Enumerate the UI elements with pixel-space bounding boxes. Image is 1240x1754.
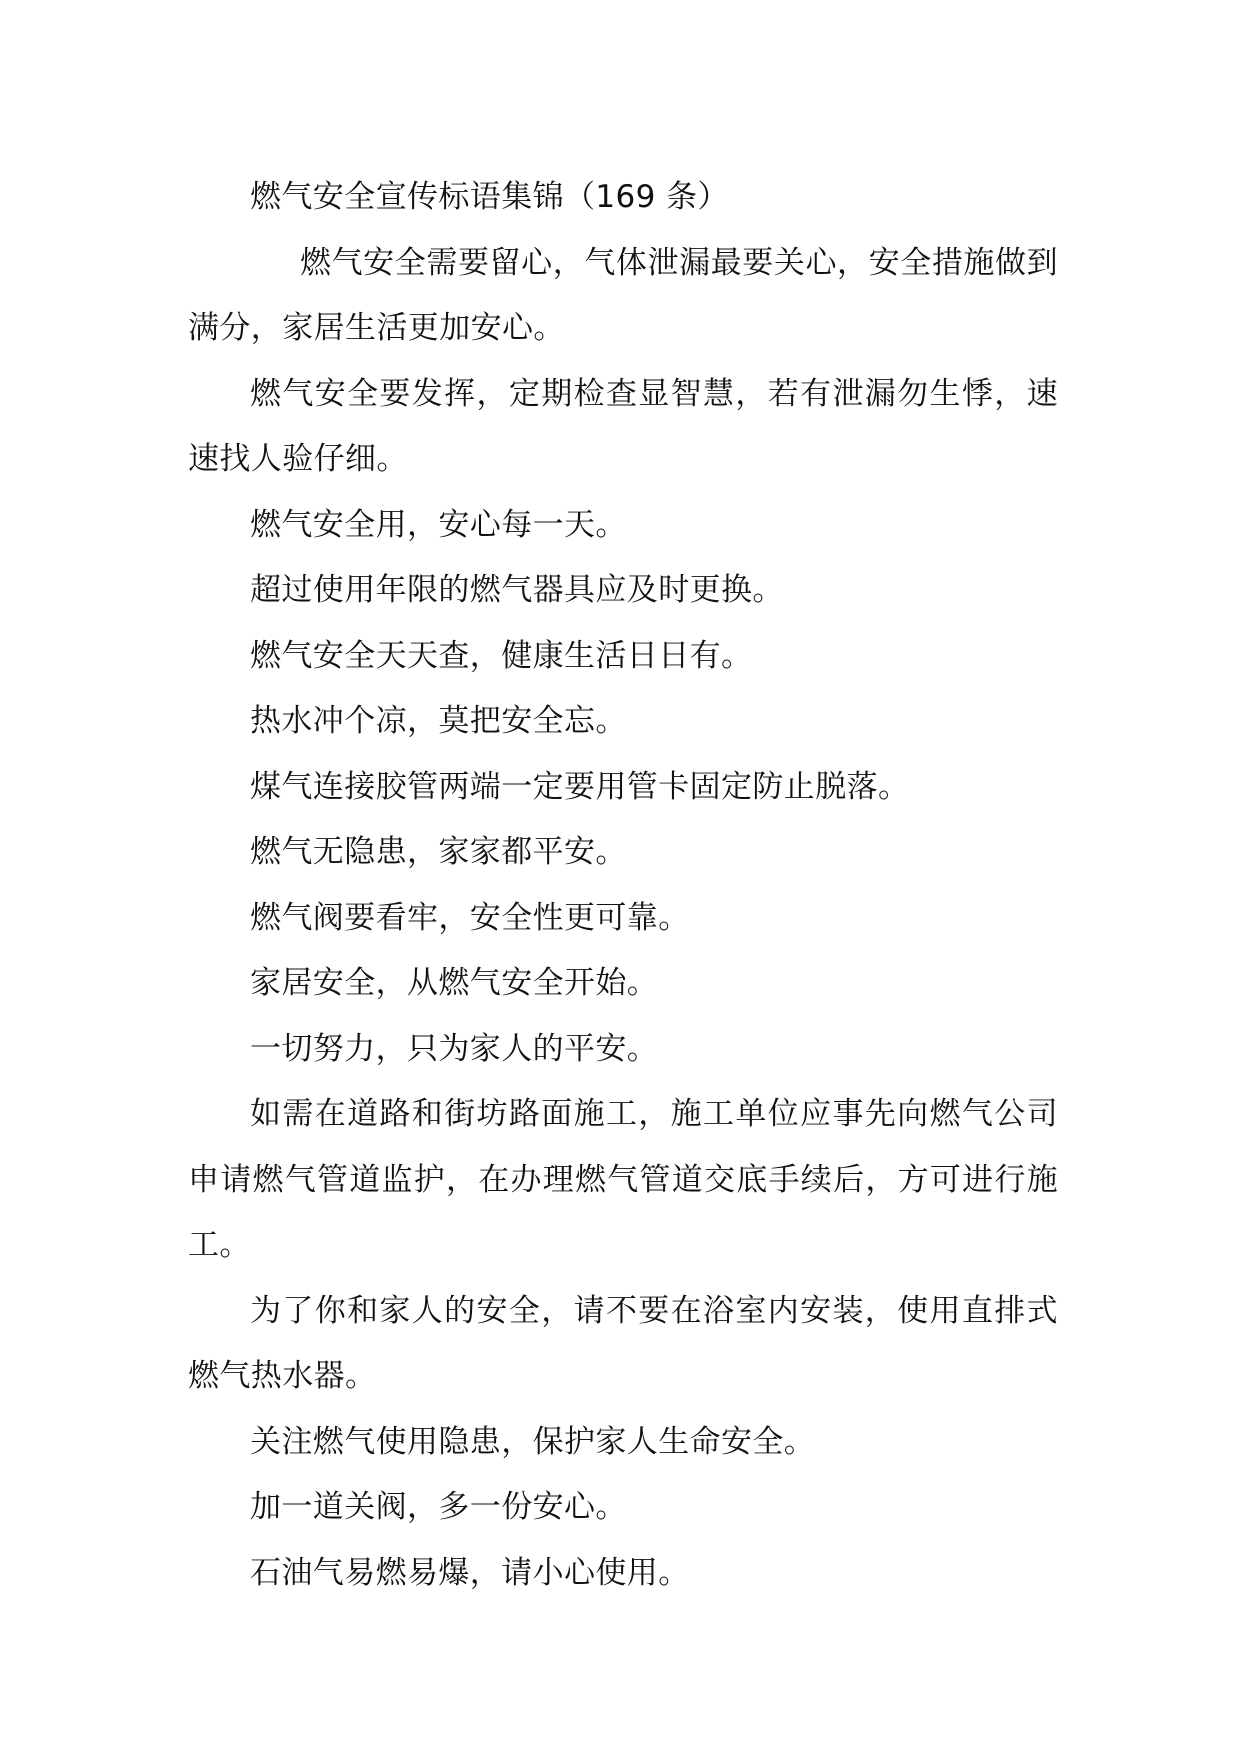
- paragraph: 燃气阀要看牢，安全性更可靠。: [250, 899, 690, 936]
- paragraph: 煤气连接胶管两端一定要用管卡固定防止脱落。: [250, 768, 910, 805]
- paragraph: 家居安全，从燃气安全开始。: [250, 965, 659, 1001]
- document-title: 燃气安全宣传标语集锦（169 条）: [250, 179, 729, 215]
- paragraph: 燃气无隐患，家家都平安。: [250, 834, 627, 870]
- paragraph: 燃气安全用，安心每一天。: [250, 506, 627, 543]
- paragraph: 超过使用年限的燃气器具应及时更换。: [250, 572, 784, 608]
- document-body: [188, 165, 1058, 1606]
- paragraph: 一切努力，只为家人的平安。: [250, 1030, 659, 1067]
- paragraph: 为了你和家人的安全，请不要在浴室内安装，使用直排式燃气热水器。: [188, 1292, 1058, 1394]
- paragraph: 热水冲个凉，莫把安全忘。: [250, 703, 627, 739]
- paragraph: 关注燃气使用隐患，保护家人生命安全。: [250, 1423, 816, 1460]
- paragraph: 燃气安全要发挥，定期检查显智慧，若有泄漏勿生悸，速速找人验仔细。: [188, 375, 1058, 477]
- paragraph: 燃气安全需要留心，气体泄漏最要关心，安全措施做到满分，家居生活更加安心。: [188, 244, 1058, 346]
- paragraph: 如需在道路和街坊路面施工，施工单位应事先向燃气公司申请燃气管道监护，在办理燃气管道交底手续后，方可进行施工。: [188, 1096, 1058, 1263]
- paragraph: 燃气安全天天查，健康生活日日有。: [250, 637, 753, 674]
- paragraph: 加一道关阀，多一份安心。: [250, 1489, 627, 1525]
- paragraph: 石油气易燃易爆，请小心使用。: [250, 1554, 690, 1591]
